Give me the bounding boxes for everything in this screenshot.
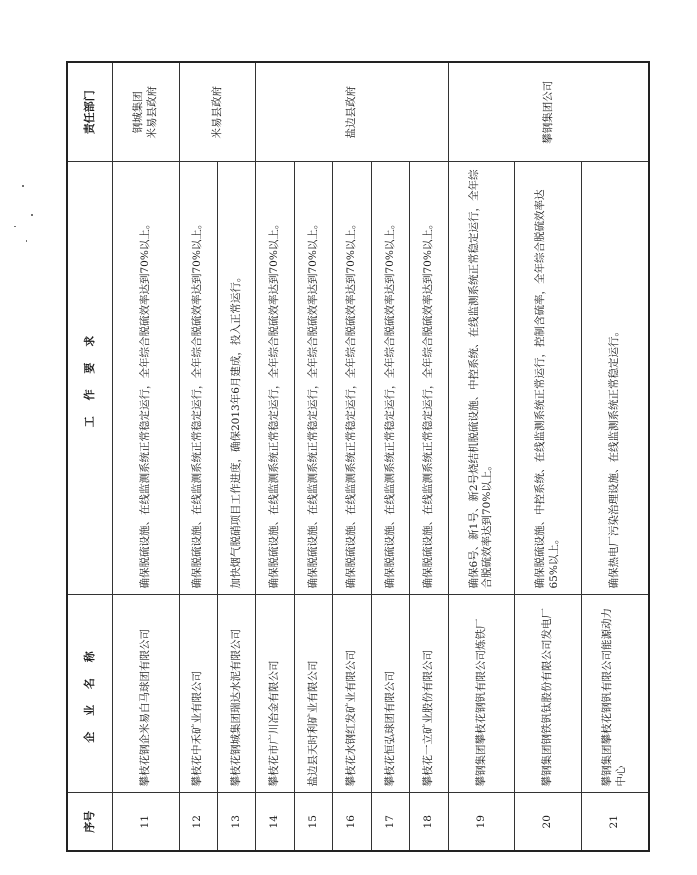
table-row	[113, 62, 180, 851]
row-no: 16	[333, 793, 371, 851]
department-name: 钢城集团 米易县政府	[132, 86, 158, 139]
row-company: 攀钢集团攀枝花钢钒有限公司能源动力中心	[581, 595, 649, 793]
scan-speck	[14, 226, 16, 227]
row-department	[113, 62, 180, 162]
table-row	[333, 62, 371, 851]
row-company: 攀枝花恒弘球团有限公司	[371, 595, 409, 793]
row-no: 11	[113, 793, 180, 851]
row-no: 13	[218, 793, 256, 851]
table-row	[218, 62, 256, 851]
rotated-page	[66, 63, 650, 852]
row-requirement: 加快烟气脱硝项目工作进度，确保2013年6月建成，投入正常运行。	[218, 162, 256, 595]
row-department	[448, 62, 649, 162]
row-requirement: 确保脱硫设施、在线监测系统正常稳定运行，全年综合脱硫效率达到70%以上。	[333, 162, 371, 595]
table-row	[371, 62, 409, 851]
row-requirement: 确保脱硫设施、在线监测系统正常稳定运行，全年综合脱硫效率达到70%以上。	[410, 162, 448, 595]
header-requirement: 工 作 要 求	[67, 162, 113, 595]
table-row	[515, 62, 582, 851]
table-row	[256, 62, 294, 851]
row-department	[179, 62, 256, 162]
row-company: 攀枝花水钢红发矿业有限公司	[333, 595, 371, 793]
row-no: 14	[256, 793, 294, 851]
scan-speck	[26, 240, 27, 242]
row-requirement: 确保热电厂污染治理设施、在线监测系统正常稳定运行。	[581, 162, 649, 595]
row-department	[256, 62, 448, 162]
row-no: 20	[515, 793, 582, 851]
department-name: 攀钢集团公司	[541, 80, 554, 144]
row-company: 攀钢集团钢铁钒钛股份有限公司发电厂	[515, 595, 582, 793]
row-company: 攀枝花钢企米易白马球团有限公司	[113, 595, 180, 793]
header-no: 序号	[67, 793, 113, 851]
row-no: 19	[448, 793, 515, 851]
row-no: 15	[294, 793, 332, 851]
row-no: 18	[410, 793, 448, 851]
row-requirement: 确保脱硫设施、在线监测系统正常稳定运行，全年综合脱硫效率达到70%以上。	[256, 162, 294, 595]
table-row	[410, 62, 448, 851]
row-requirement: 确保脱硫设施、中控系统、在线监测系统正常运行，控制含硫率，全年综合脱硫效率达65%以上。	[515, 162, 582, 595]
row-requirement: 确保脱硫设施、在线监测系统正常稳定运行，全年综合脱硫效率达到70%以上。	[294, 162, 332, 595]
row-company: 攀枝花一立矿业股份有限公司	[410, 595, 448, 793]
scan-speck	[22, 185, 24, 187]
row-company: 攀枝花市广川冶金有限公司	[256, 595, 294, 793]
row-company: 攀枝花中禾矿业有限公司	[179, 595, 217, 793]
row-requirement: 确保脱硫设施、在线监测系统正常稳定运行，全年综合脱硫效率达到70%以上。	[113, 162, 180, 595]
row-requirement: 确保6号、新1号、新2号烧结机脱硫设施、中控系统、在线监测系统正常稳定运行，全年综合脱硫效率达到70%以上。	[448, 162, 515, 595]
row-requirement: 确保脱硫设施、在线监测系统正常稳定运行，全年综合脱硫效率达到70%以上。	[179, 162, 217, 595]
table-row	[448, 62, 515, 851]
row-no: 21	[581, 793, 649, 851]
row-no: 17	[371, 793, 409, 851]
department-name: 米易县政府	[210, 86, 223, 139]
table-row	[179, 62, 217, 851]
row-company: 攀枝花钢城集团瑞达水泥有限公司	[218, 595, 256, 793]
row-company: 攀钢集团攀枝花钢钒有限公司炼铁厂	[448, 595, 515, 793]
table-header-row	[67, 62, 113, 851]
row-requirement: 确保脱硫设施、在线监测系统正常稳定运行，全年综合脱硫效率达到70%以上。	[371, 162, 409, 595]
row-no: 12	[179, 793, 217, 851]
header-department: 责任部门	[67, 62, 113, 162]
scan-speck	[31, 214, 33, 216]
header-company: 企 业 名 称	[67, 595, 113, 793]
table-row	[294, 62, 332, 851]
table-row	[581, 62, 649, 851]
responsibility-table	[66, 61, 650, 852]
row-company: 盐边县天时利矿业有限公司	[294, 595, 332, 793]
department-name: 盐边县政府	[345, 86, 358, 139]
